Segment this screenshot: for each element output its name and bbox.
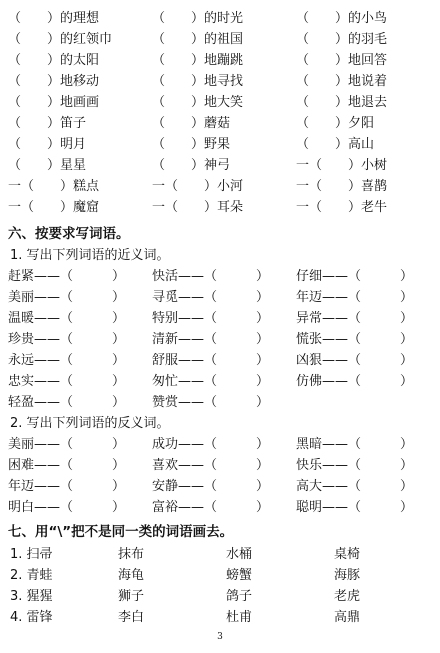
fill-row bbox=[0, 176, 440, 197]
antonym-instruction: 2. 写出下列词语的反义词。 bbox=[10, 416, 170, 431]
synonym-row bbox=[0, 329, 440, 350]
fill-item: （ ）明月 bbox=[8, 137, 87, 152]
fill-item: 一（ ）小河 bbox=[152, 179, 244, 194]
fill-row bbox=[0, 113, 440, 134]
fill-item: （ ）的时光 bbox=[152, 11, 244, 26]
antonym-row bbox=[0, 497, 440, 518]
fill-item: （ ）蘑菇 bbox=[152, 116, 231, 131]
category-row bbox=[0, 565, 440, 586]
fill-item: （ ）夕阳 bbox=[296, 116, 375, 131]
antonym-item: 高大——（ ） bbox=[296, 479, 414, 494]
antonym-item: 聪明——（ ） bbox=[296, 500, 414, 515]
fill-item: （ ）星星 bbox=[8, 158, 87, 173]
fill-row bbox=[0, 50, 440, 71]
antonym-row bbox=[0, 455, 440, 476]
synonym-item: 慌张——（ ） bbox=[296, 332, 414, 347]
fill-item: （ ）的理想 bbox=[8, 11, 100, 26]
fill-item: 一（ ）喜鹊 bbox=[296, 179, 388, 194]
synonym-item: 仔细——（ ） bbox=[296, 269, 414, 284]
fill-item: （ ）高山 bbox=[296, 137, 375, 152]
fill-row bbox=[0, 134, 440, 155]
page-number: 3 bbox=[217, 632, 223, 642]
category-row bbox=[0, 607, 440, 628]
synonym-item: 特别——（ ） bbox=[152, 311, 270, 326]
synonym-item: 美丽——（ ） bbox=[8, 290, 126, 305]
word-item: 狮子 bbox=[118, 589, 145, 604]
word-item: 海龟 bbox=[118, 568, 145, 583]
fill-item: 一（ ）小树 bbox=[296, 158, 388, 173]
fill-item: （ ）野果 bbox=[152, 137, 231, 152]
fill-item: （ ）的羽毛 bbox=[296, 32, 388, 47]
synonym-row bbox=[0, 287, 440, 308]
synonym-item: 仿佛——（ ） bbox=[296, 374, 414, 389]
fill-item: （ ）笛子 bbox=[8, 116, 87, 131]
synonym-item: 异常——（ ） bbox=[296, 311, 414, 326]
word-item: 桌椅 bbox=[334, 547, 361, 562]
fill-row bbox=[0, 29, 440, 50]
antonym-item: 年迈——（ ） bbox=[8, 479, 126, 494]
synonym-item: 轻盈——（ ） bbox=[8, 395, 126, 410]
synonym-item: 匆忙——（ ） bbox=[152, 374, 270, 389]
word-item: 高鼎 bbox=[334, 610, 361, 625]
word-item: 3. 猩猩 bbox=[10, 589, 53, 604]
synonym-row bbox=[0, 266, 440, 287]
synonym-row bbox=[0, 350, 440, 371]
synonym-item: 寻觅——（ ） bbox=[152, 290, 270, 305]
fill-item: （ ）地画画 bbox=[8, 95, 100, 110]
word-item: 李白 bbox=[118, 610, 145, 625]
synonym-row bbox=[0, 392, 440, 413]
word-item: 抹布 bbox=[118, 547, 145, 562]
synonym-item: 赞赏——（ ） bbox=[152, 395, 270, 410]
antonym-item: 安静——（ ） bbox=[152, 479, 270, 494]
synonym-row bbox=[0, 308, 440, 329]
fill-item: （ ）地说着 bbox=[296, 74, 388, 89]
word-item: 2. 青蛙 bbox=[10, 568, 53, 583]
antonym-item: 富裕——（ ） bbox=[152, 500, 270, 515]
fill-item: 一（ ）老牛 bbox=[296, 200, 388, 215]
fill-item: 一（ ）魔窟 bbox=[8, 200, 100, 215]
word-item: 螃蟹 bbox=[226, 568, 253, 583]
word-item: 1. 扫帚 bbox=[10, 547, 53, 562]
antonym-item: 喜欢——（ ） bbox=[152, 458, 270, 473]
synonym-item: 清新——（ ） bbox=[152, 332, 270, 347]
antonym-item: 美丽——（ ） bbox=[8, 437, 126, 452]
category-row bbox=[0, 586, 440, 607]
fill-row bbox=[0, 8, 440, 29]
fill-item: （ ）地退去 bbox=[296, 95, 388, 110]
fill-row bbox=[0, 71, 440, 92]
antonym-item: 明白——（ ） bbox=[8, 500, 126, 515]
fill-row bbox=[0, 155, 440, 176]
category-row bbox=[0, 544, 440, 565]
fill-item: （ ）神弓 bbox=[152, 158, 231, 173]
synonym-item: 温暖——（ ） bbox=[8, 311, 126, 326]
fill-item: 一（ ）糕点 bbox=[8, 179, 100, 194]
fill-item: 一（ ）耳朵 bbox=[152, 200, 244, 215]
synonym-item: 忠实——（ ） bbox=[8, 374, 126, 389]
synonym-instruction: 1. 写出下列词语的近义词。 bbox=[10, 248, 170, 263]
synonym-row bbox=[0, 371, 440, 392]
fill-item: （ ）地回答 bbox=[296, 53, 388, 68]
synonym-item: 凶狠——（ ） bbox=[296, 353, 414, 368]
antonym-item: 困难——（ ） bbox=[8, 458, 126, 473]
fill-item: （ ）地大笑 bbox=[152, 95, 244, 110]
fill-item: （ ）的太阳 bbox=[8, 53, 100, 68]
word-item: 海豚 bbox=[334, 568, 361, 583]
synonym-item: 年迈——（ ） bbox=[296, 290, 414, 305]
antonym-item: 成功——（ ） bbox=[152, 437, 270, 452]
word-item: 4. 雷锋 bbox=[10, 610, 53, 625]
synonym-item: 永远——（ ） bbox=[8, 353, 126, 368]
antonym-row bbox=[0, 476, 440, 497]
fill-item: （ ）的小鸟 bbox=[296, 11, 388, 26]
word-item: 水桶 bbox=[226, 547, 253, 562]
fill-row bbox=[0, 92, 440, 113]
antonym-item: 黑暗——（ ） bbox=[296, 437, 414, 452]
synonym-item: 快活——（ ） bbox=[152, 269, 270, 284]
word-item: 老虎 bbox=[334, 589, 361, 604]
word-item: 杜甫 bbox=[226, 610, 253, 625]
section-seven-title: 七、用“\”把不是同一类的词语画去。 bbox=[8, 524, 234, 540]
fill-item: （ ）地移动 bbox=[8, 74, 100, 89]
fill-item: （ ）地寻找 bbox=[152, 74, 244, 89]
synonym-item: 珍贵——（ ） bbox=[8, 332, 126, 347]
synonym-item: 赶紧——（ ） bbox=[8, 269, 126, 284]
fill-item: （ ）的红领巾 bbox=[8, 32, 113, 47]
fill-row bbox=[0, 197, 440, 218]
antonym-row bbox=[0, 434, 440, 455]
fill-item: （ ）地蹦跳 bbox=[152, 53, 244, 68]
word-item: 鸽子 bbox=[226, 589, 253, 604]
synonym-item: 舒服——（ ） bbox=[152, 353, 270, 368]
antonym-item: 快乐——（ ） bbox=[296, 458, 414, 473]
section-six-title: 六、按要求写词语。 bbox=[8, 226, 130, 242]
fill-item: （ ）的祖国 bbox=[152, 32, 244, 47]
